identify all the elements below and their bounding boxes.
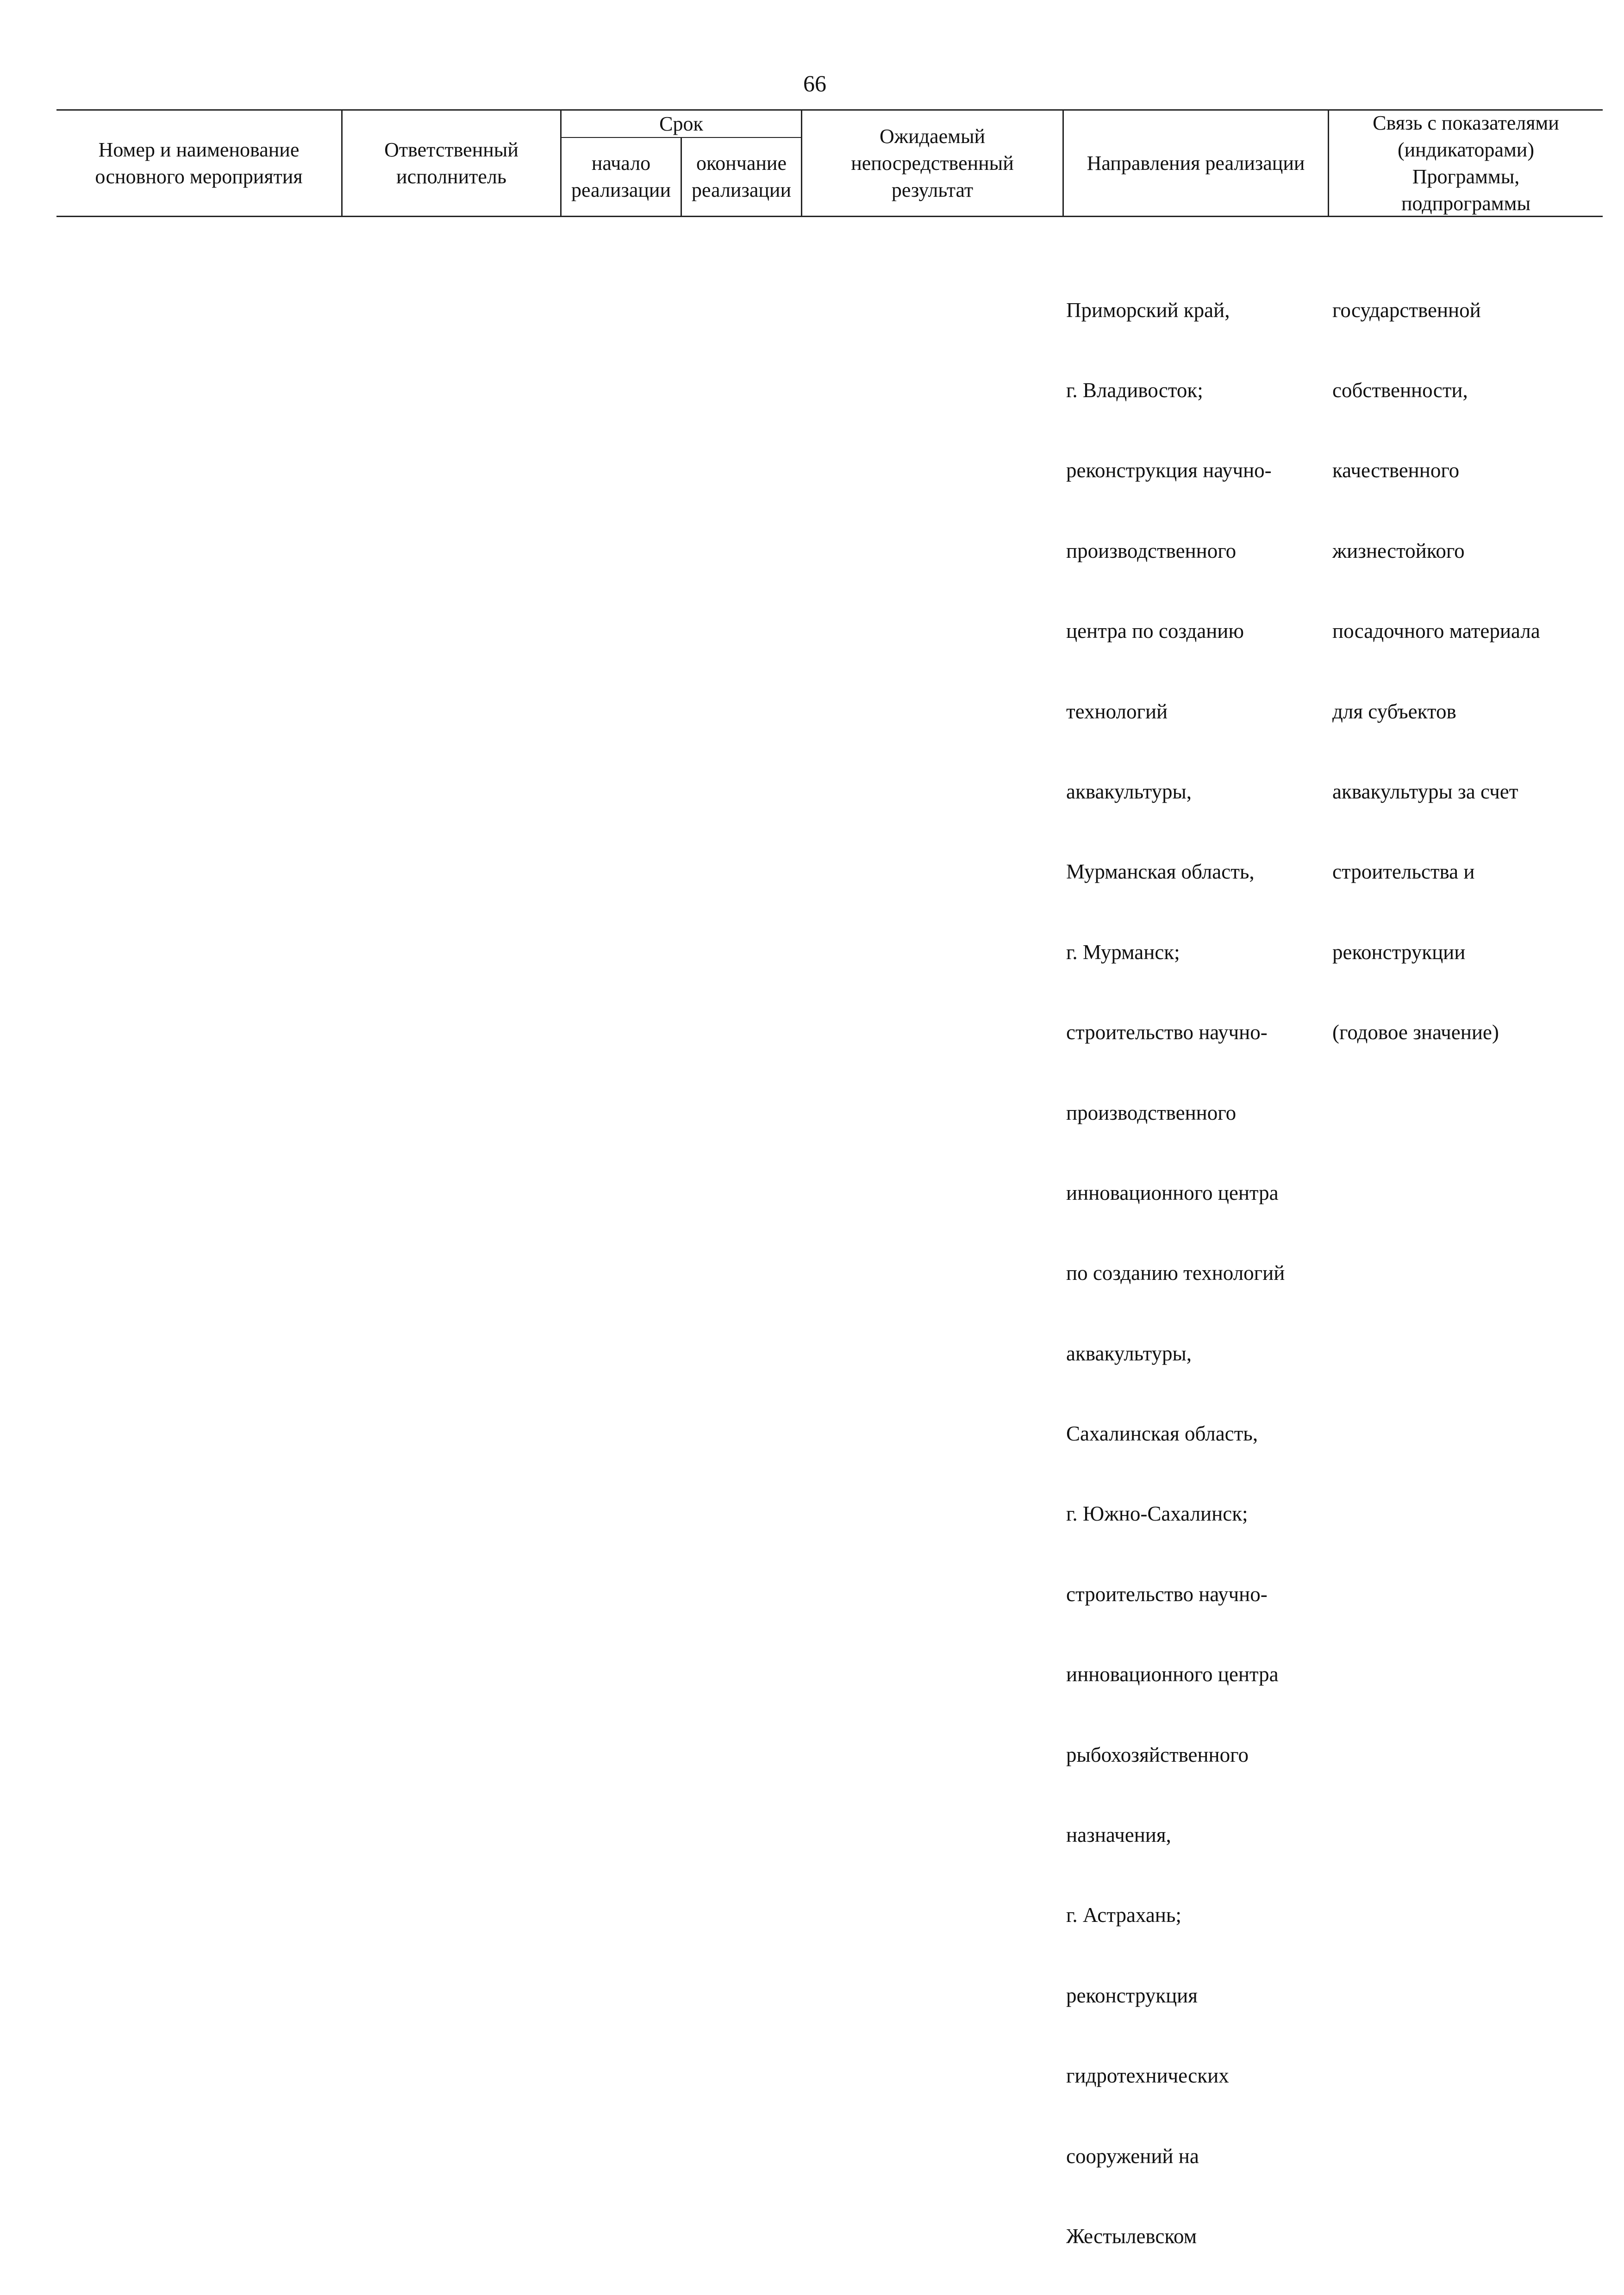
directions-line: строительство научно- bbox=[1066, 1582, 1268, 1606]
directions-line: Мурманская область, bbox=[1066, 860, 1255, 884]
indicators-line: качественного bbox=[1332, 459, 1460, 482]
header-executor bbox=[343, 111, 560, 216]
header-indicators bbox=[1329, 111, 1603, 216]
directions-line: производственного bbox=[1066, 1101, 1237, 1124]
header-event-line: основного мероприятия bbox=[95, 165, 303, 188]
indicators-line: реконструкции bbox=[1332, 940, 1466, 964]
directions-line: сооружений на bbox=[1066, 2144, 1199, 2168]
header-event bbox=[56, 111, 341, 216]
directions-line: Сахалинская область, bbox=[1066, 1422, 1258, 1446]
header-result-line: непосредственный bbox=[851, 151, 1014, 175]
header-indicators-line: Связь с показателями bbox=[1373, 111, 1559, 134]
directions-line: производственного bbox=[1066, 539, 1237, 562]
directions-line: технологий bbox=[1066, 699, 1168, 723]
header-event-line: Номер и наименование bbox=[98, 138, 300, 161]
header-indicators-line: подпрограммы bbox=[1401, 192, 1531, 215]
header-end bbox=[682, 138, 801, 216]
directions-line: г. Южно-Сахалинск; bbox=[1066, 1502, 1248, 1526]
indicators-cell bbox=[1332, 243, 1601, 1073]
directions-line: аквакультуры, bbox=[1066, 780, 1192, 803]
header-start-line: реализации bbox=[571, 179, 671, 201]
header-directions bbox=[1064, 111, 1328, 216]
header-term-label: Срок bbox=[659, 112, 703, 135]
header-start bbox=[562, 138, 681, 216]
directions-line: гидротехнических bbox=[1066, 2064, 1229, 2088]
header-term bbox=[562, 111, 801, 137]
directions-line: аквакультуры, bbox=[1066, 1341, 1192, 1365]
header-start-line: начало bbox=[591, 152, 651, 175]
directions-line: центра по созданию bbox=[1066, 619, 1244, 643]
indicators-line: (годовое значение) bbox=[1332, 1021, 1499, 1044]
directions-line: строительство научно- bbox=[1066, 1021, 1268, 1044]
directions-line: рыбохозяйственного bbox=[1066, 1743, 1249, 1766]
header-indicators-line: (индикаторами) bbox=[1397, 138, 1534, 161]
header-executor-line: исполнитель bbox=[396, 165, 506, 188]
directions-line: реконструкция bbox=[1066, 1983, 1198, 2007]
indicators-line: государственной bbox=[1332, 298, 1481, 322]
indicators-line: для субъектов bbox=[1332, 699, 1456, 723]
directions-line: г. Владивосток; bbox=[1066, 378, 1203, 402]
directions-line: инновационного центра bbox=[1066, 1663, 1279, 1686]
directions-line: г. Мурманск; bbox=[1066, 940, 1180, 964]
header-indicators-line: Программы, bbox=[1412, 165, 1520, 188]
directions-line: реконструкция научно- bbox=[1066, 459, 1272, 482]
directions-line: Жестылевском bbox=[1066, 2224, 1197, 2248]
header-result bbox=[802, 111, 1062, 216]
table-header-bottom-rule bbox=[56, 216, 1603, 217]
indicators-line: аквакультуры за счет bbox=[1332, 780, 1518, 803]
directions-line: инновационного центра bbox=[1066, 1181, 1279, 1204]
indicators-line: собственности, bbox=[1332, 378, 1468, 402]
header-result-line: результат bbox=[891, 178, 974, 201]
indicators-line: посадочного материала bbox=[1332, 619, 1540, 643]
header-result-line: Ожидаемый bbox=[879, 125, 986, 148]
header-executor-line: Ответственный bbox=[384, 138, 518, 161]
indicators-line: строительства и bbox=[1332, 860, 1475, 884]
header-end-line: реализации bbox=[691, 179, 792, 201]
directions-line: г. Астрахань; bbox=[1066, 1903, 1181, 1927]
directions-line: назначения, bbox=[1066, 1823, 1171, 1847]
header-end-line: окончание bbox=[696, 152, 787, 175]
header-directions-line: Направления реализации bbox=[1087, 151, 1305, 175]
directions-line: Приморский край, bbox=[1066, 298, 1230, 322]
directions-line: по созданию технологий bbox=[1066, 1261, 1285, 1285]
page-number: 66 bbox=[803, 70, 826, 96]
indicators-line: жизнестойкого bbox=[1332, 539, 1465, 562]
directions-cell bbox=[1066, 243, 1325, 2295]
